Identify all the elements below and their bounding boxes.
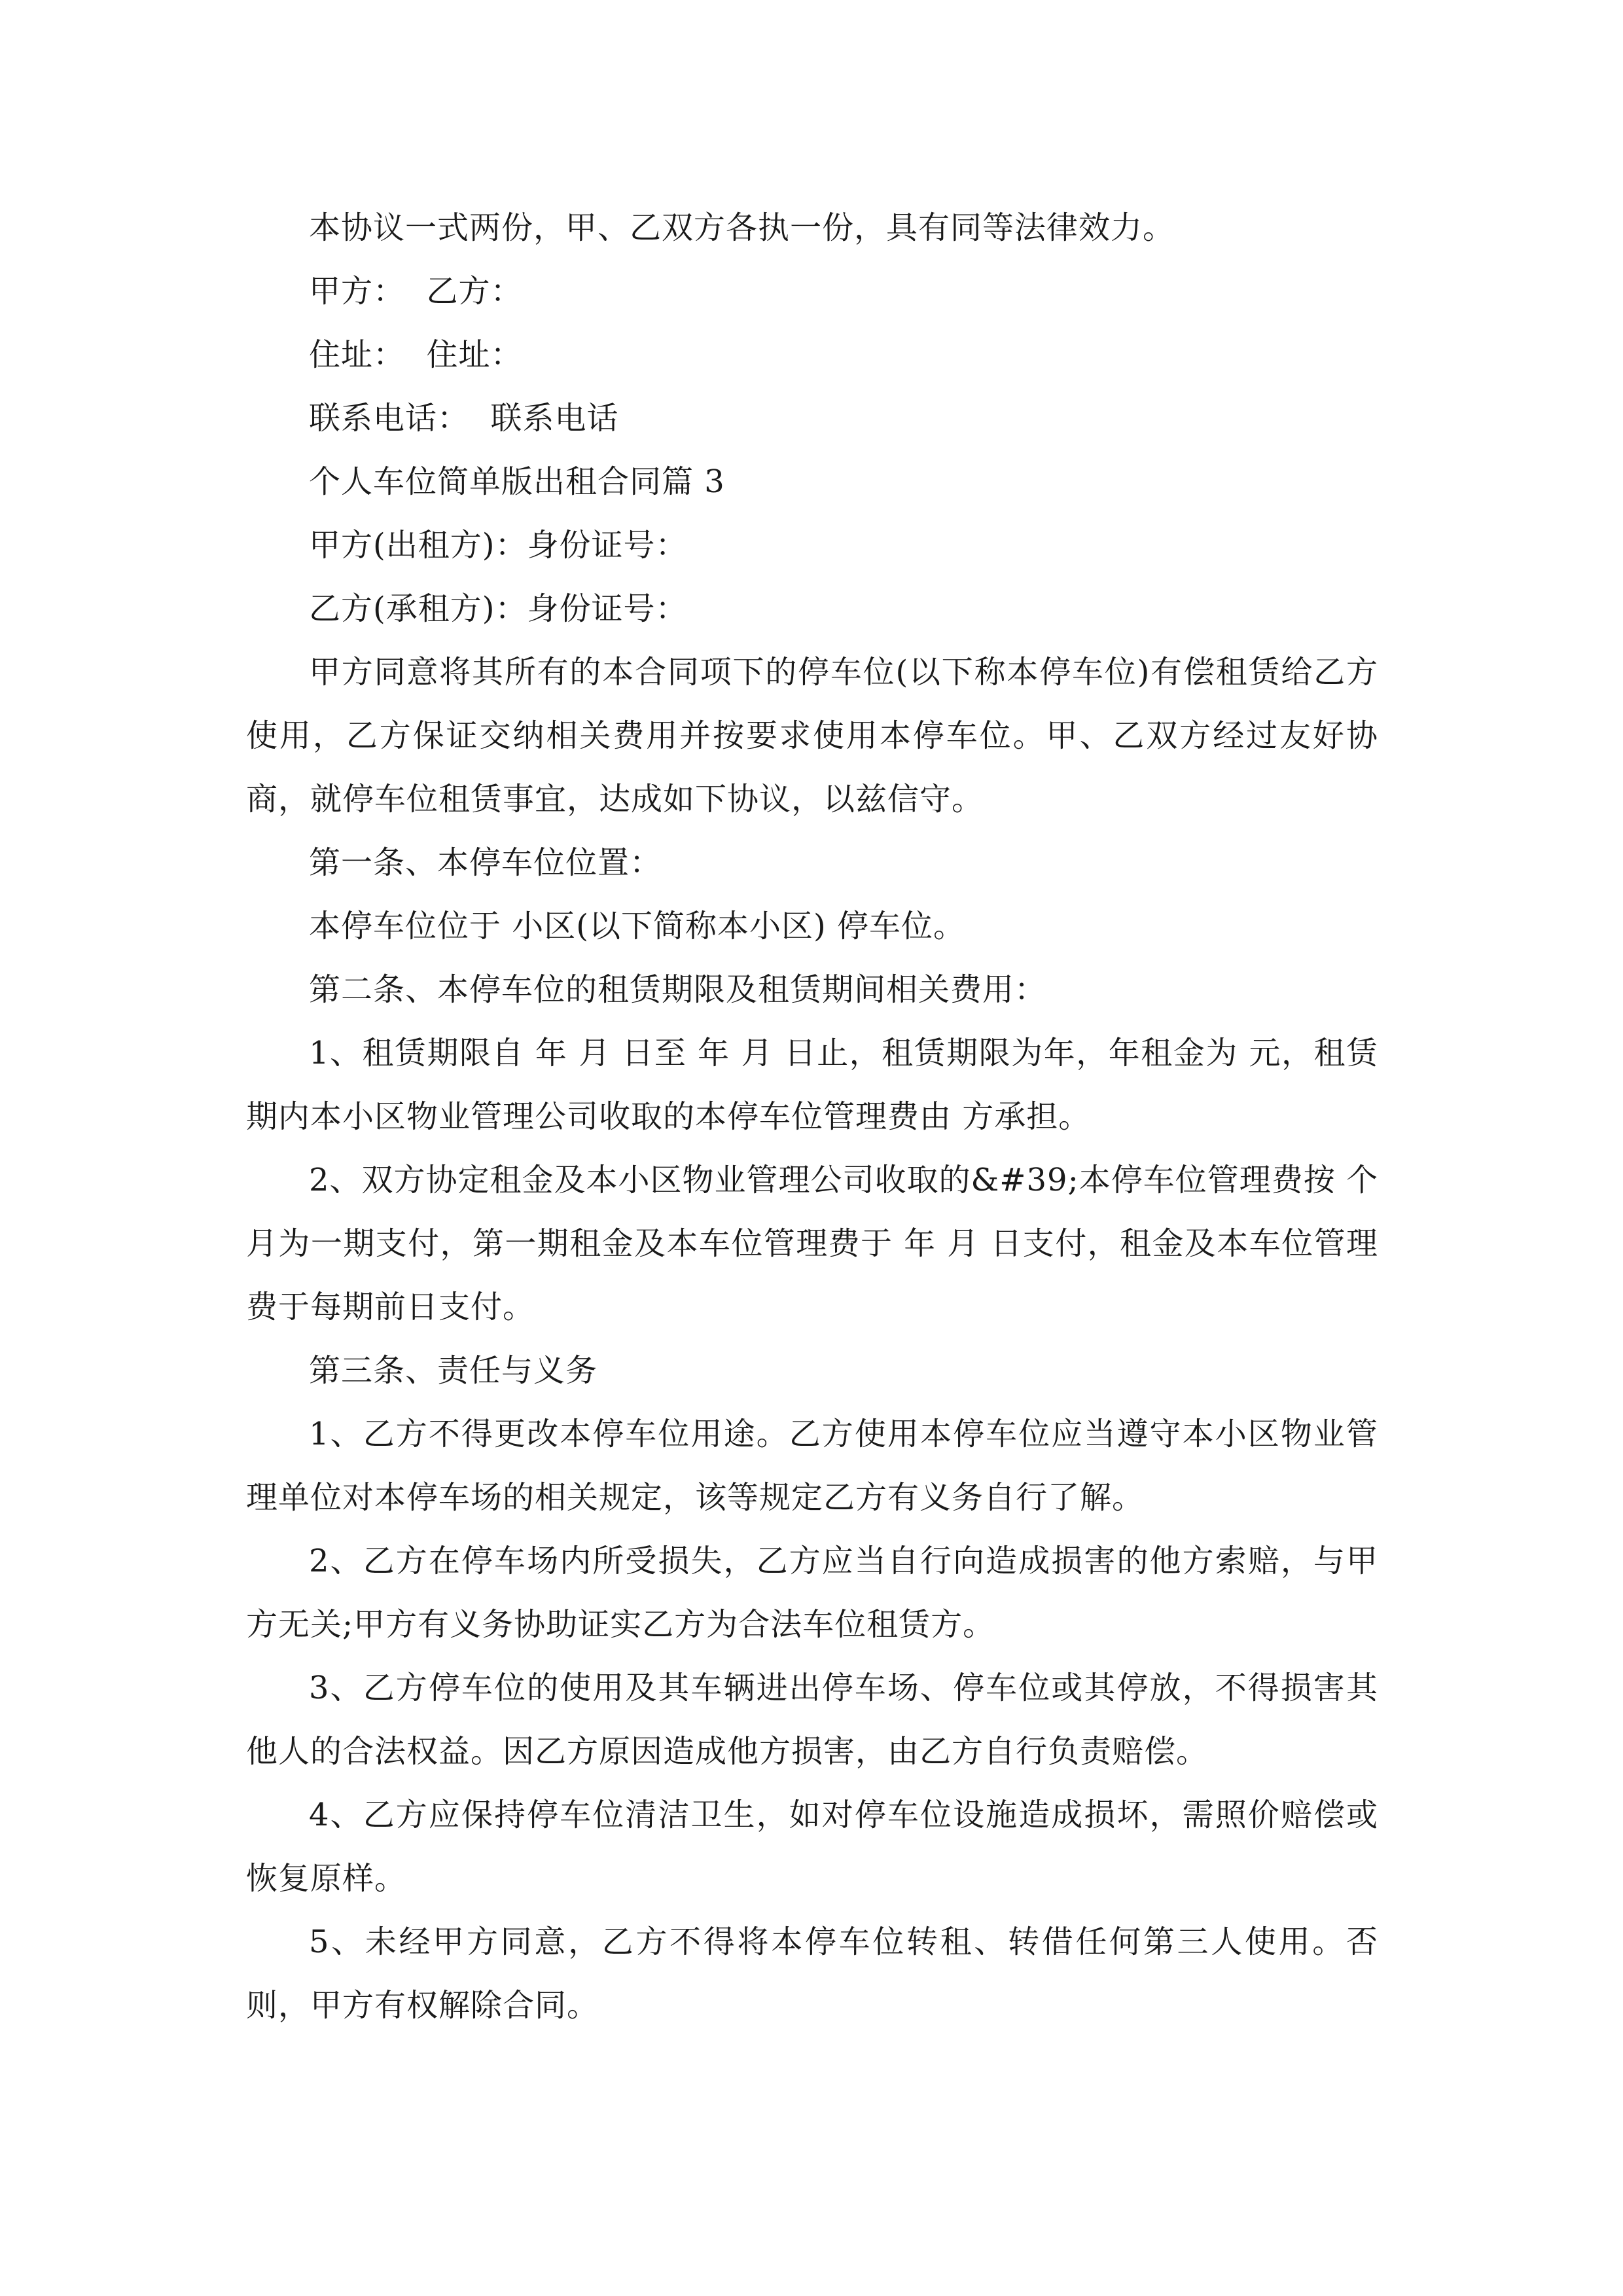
document-page — [246, 196, 1378, 2037]
article-3-item-2: 2、乙方在停车场内所受损失，乙方应当自行向造成损害的他方索赔，与甲方无关;甲方有义务协助证实乙方为合法车位租赁方。 — [246, 1543, 1378, 1643]
article-2-item-1: 1、租赁期限自 年 月 日至 年 月 日止，租赁期限为年，年租金为 元，租赁期内本小区物业管理公司收取的本停车位管理费由 方承担。 — [246, 1035, 1378, 1135]
paragraph-lessor: 甲方(出租方)：身份证号： — [309, 527, 688, 564]
article-2-item-2: 2、双方协定租金及本小区物业管理公司收取的&#39;本停车位管理费按 个月为一期支付，第一期租金及本车位管理费于 年 月 日支付，租金及本车位管理费于每期前日支付。 — [246, 1162, 1378, 1325]
paragraph-phone-labels: 联系电话： 联系电话 — [309, 400, 619, 437]
paragraph-copies: 本协议一式两份，甲、乙双方各执一份，具有同等法律效力。 — [309, 209, 1175, 246]
section-title: 个人车位简单版出租合同篇 3 — [309, 463, 725, 500]
article-3-item-3: 3、乙方停车位的使用及其车辆进出停车场、停车位或其停放，不得损害其他人的合法权益。因乙方原因造成他方损害，由乙方自行负责赔偿。 — [246, 1670, 1378, 1770]
article-1-body: 本停车位位于 小区(以下简称本小区) 停车位。 — [309, 908, 965, 944]
article-3-item-1: 1、乙方不得更改本停车位用途。乙方使用本停车位应当遵守本小区物业管理单位对本停车场的相关规定，该等规定乙方有义务自行了解。 — [246, 1416, 1378, 1516]
paragraph-party-labels: 甲方： 乙方： — [309, 273, 523, 310]
paragraph-agreement-intro: 甲方同意将其所有的本合同项下的停车位(以下称本停车位)有偿租赁给乙方使用，乙方保证交纳相关费用并按要求使用本停车位。甲、乙双方经过友好协商，就停车位租赁事宜，达成如下协议，以兹信守。 — [246, 654, 1378, 817]
article-3-item-5: 5、未经甲方同意，乙方不得将本停车位转租、转借任何第三人使用。否则，甲方有权解除合同。 — [246, 1924, 1378, 2024]
article-1-heading: 第一条、本停车位位置： — [309, 844, 662, 881]
article-3-heading: 第三条、责任与义务 — [309, 1352, 598, 1389]
paragraph-lessee: 乙方(承租方)：身份证号： — [309, 590, 688, 627]
paragraph-address-labels: 住址： 住址： — [309, 336, 523, 373]
article-2-heading: 第二条、本停车位的租赁期限及租赁期间相关费用： — [309, 971, 1047, 1008]
article-3-item-4: 4、乙方应保持停车位清洁卫生，如对停车位设施造成损坏，需照价赔偿或恢复原样。 — [246, 1797, 1378, 1897]
